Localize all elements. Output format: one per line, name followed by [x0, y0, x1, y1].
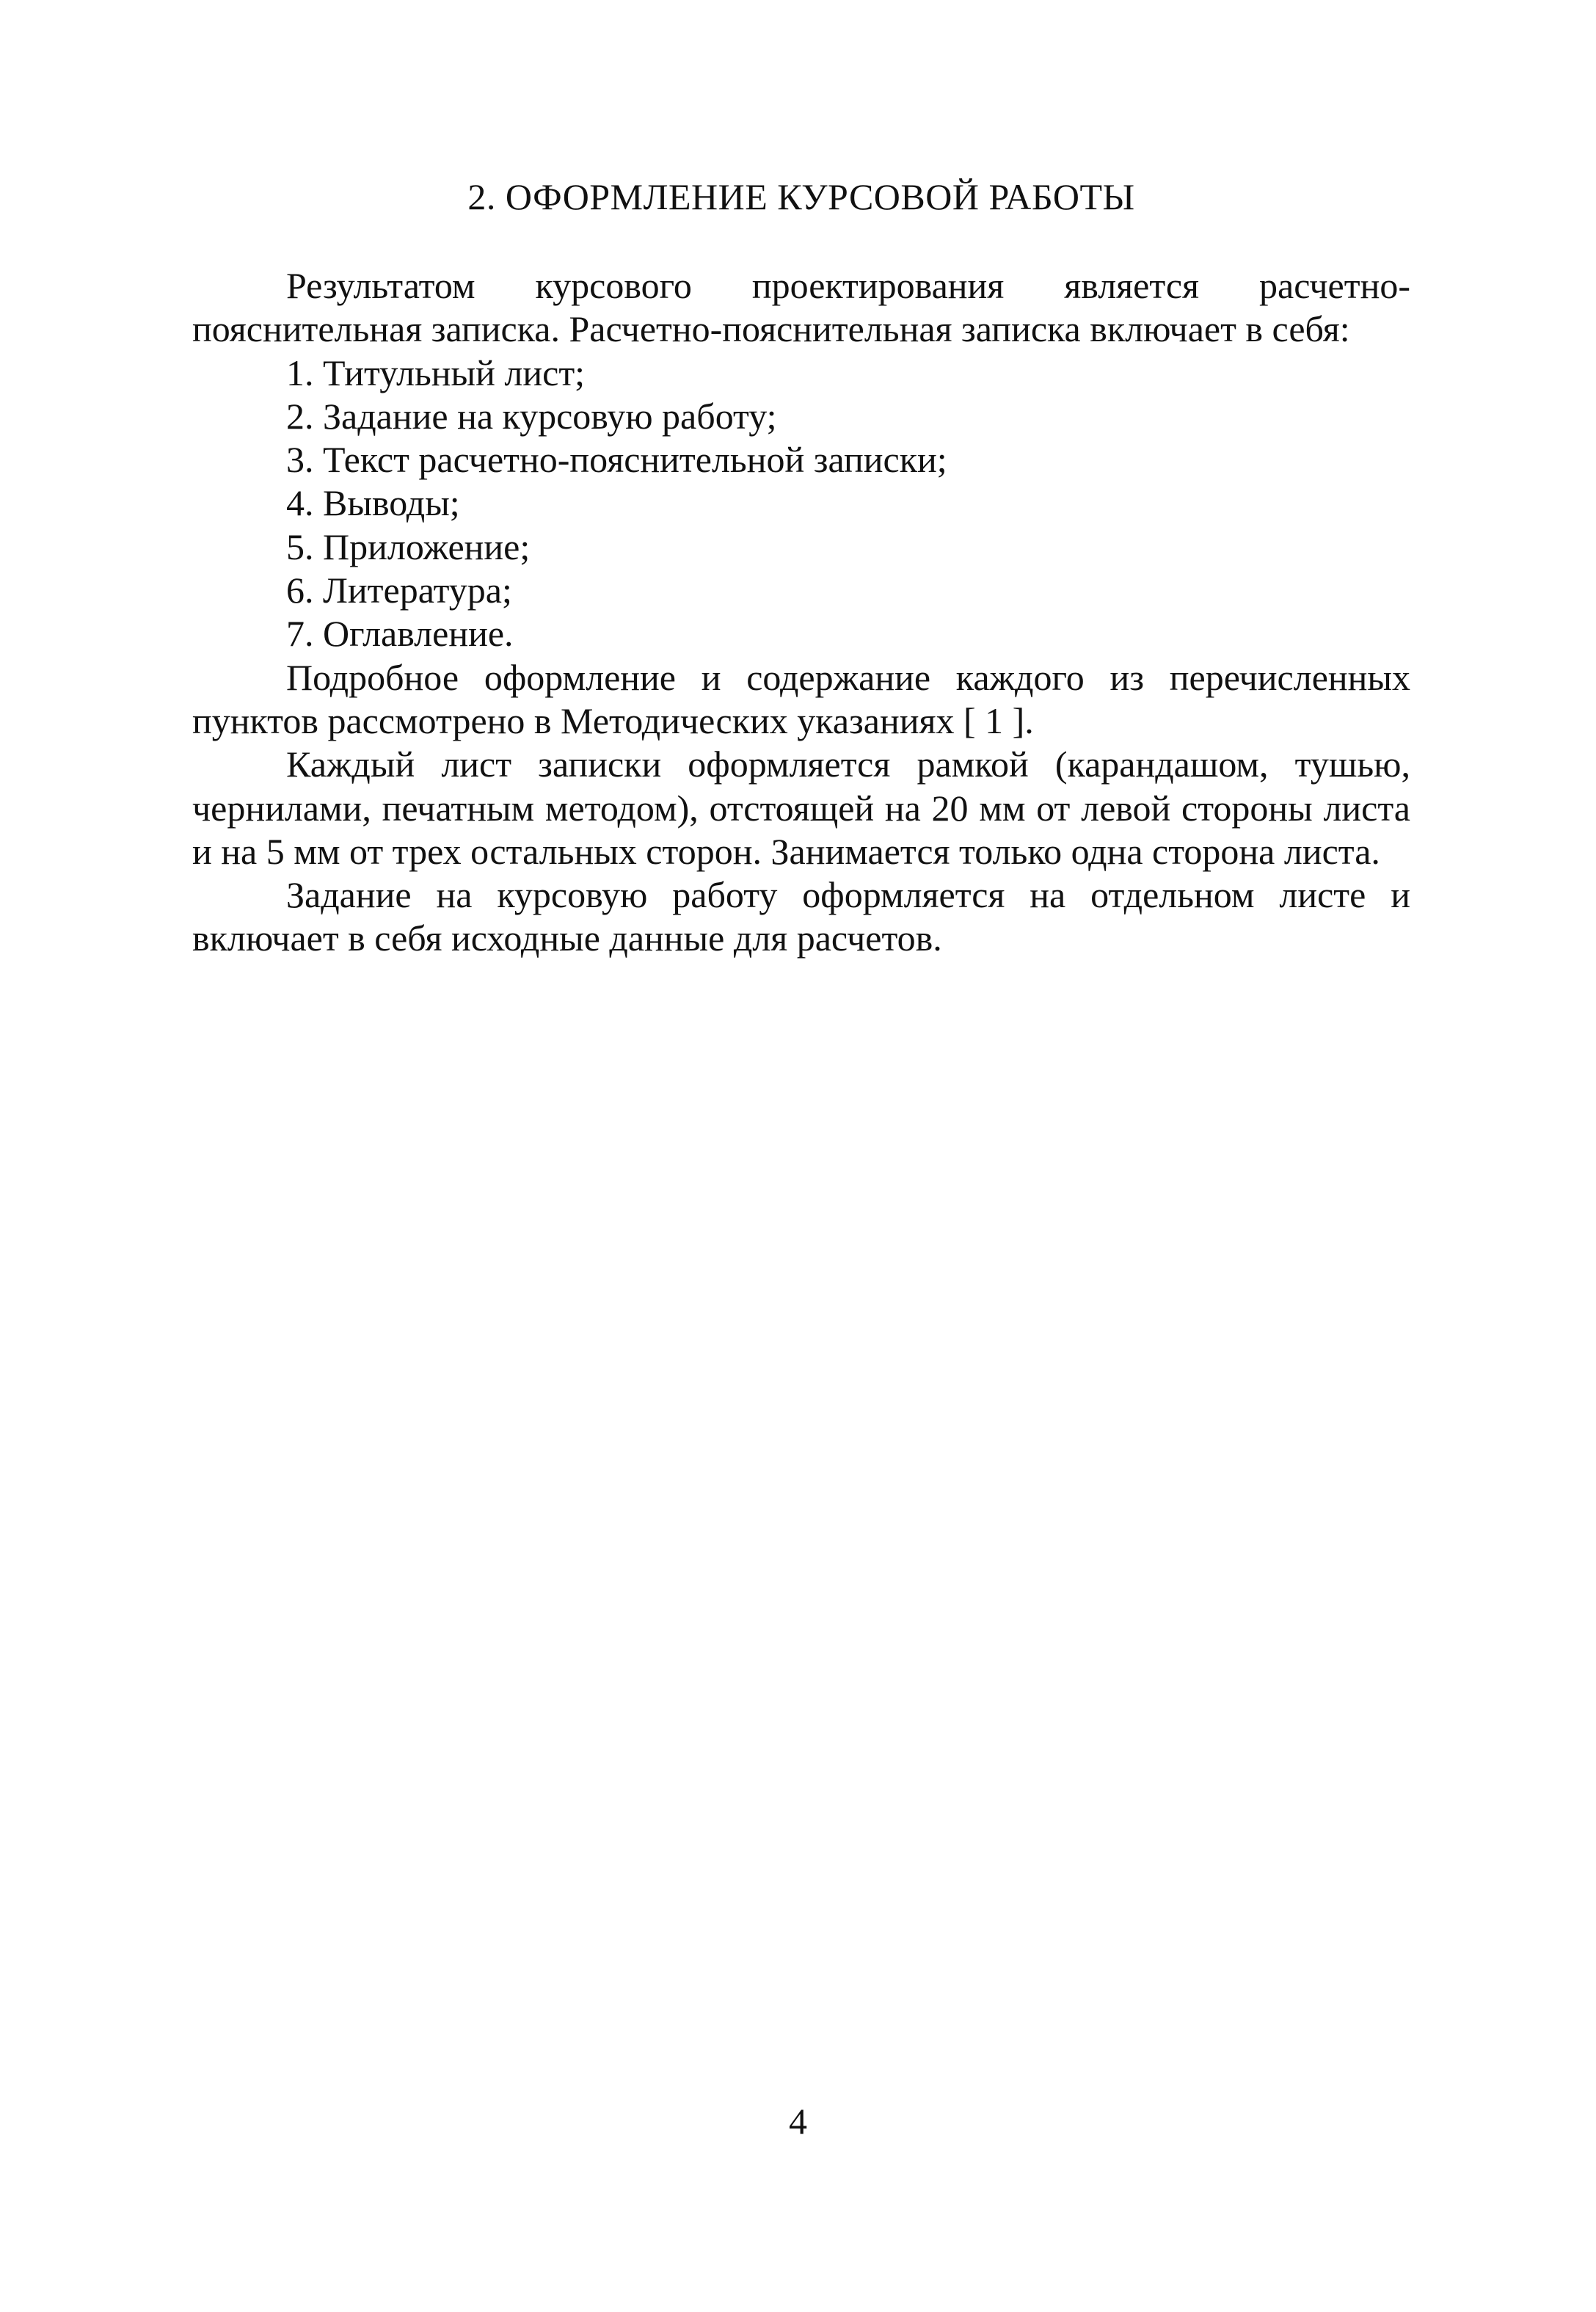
list-item: 3. Текст расчетно-пояснительной записки; — [286, 439, 947, 481]
section-heading: 2. ОФОРМЛЕНИЕ КУРСОВОЙ РАБОТЫ — [467, 176, 1135, 217]
intro-paragraph: Результатом курсового проектирования является расчетно-пояснительная записка. Расчетно-пояснительная записка включает в себя: — [192, 265, 1410, 350]
list-item: 5. Приложение; — [286, 526, 531, 567]
page-number: 4 — [789, 2101, 807, 2142]
list-item: 4. Выводы; — [286, 482, 460, 524]
frame-paragraph: Каждый лист записки оформляется рамкой (карандашом, тушью, чернилами, печатным методом), отстоящей на 20 мм от левой стороны листа и на 5 мм от трех остальных сторон. Занимается только одна сторона листа. — [192, 744, 1410, 872]
list-item: 6. Литература; — [286, 570, 512, 611]
list-item: 1. Титульный лист; — [286, 352, 586, 393]
list-item: 7. Оглавление. — [286, 613, 514, 655]
list-item: 2. Задание на курсовую работу; — [286, 395, 777, 437]
assignment-paragraph: Задание на курсовую работу оформляется на отдельном листе и включает в себя исходные данные для расчетов. — [192, 874, 1410, 959]
contents-list — [192, 352, 1410, 656]
document-body — [192, 264, 1410, 961]
details-paragraph: Подробное оформление и содержание каждого из перечисленных пунктов рассмотрено в Методических указаниях [ 1 ]. — [192, 656, 1410, 741]
